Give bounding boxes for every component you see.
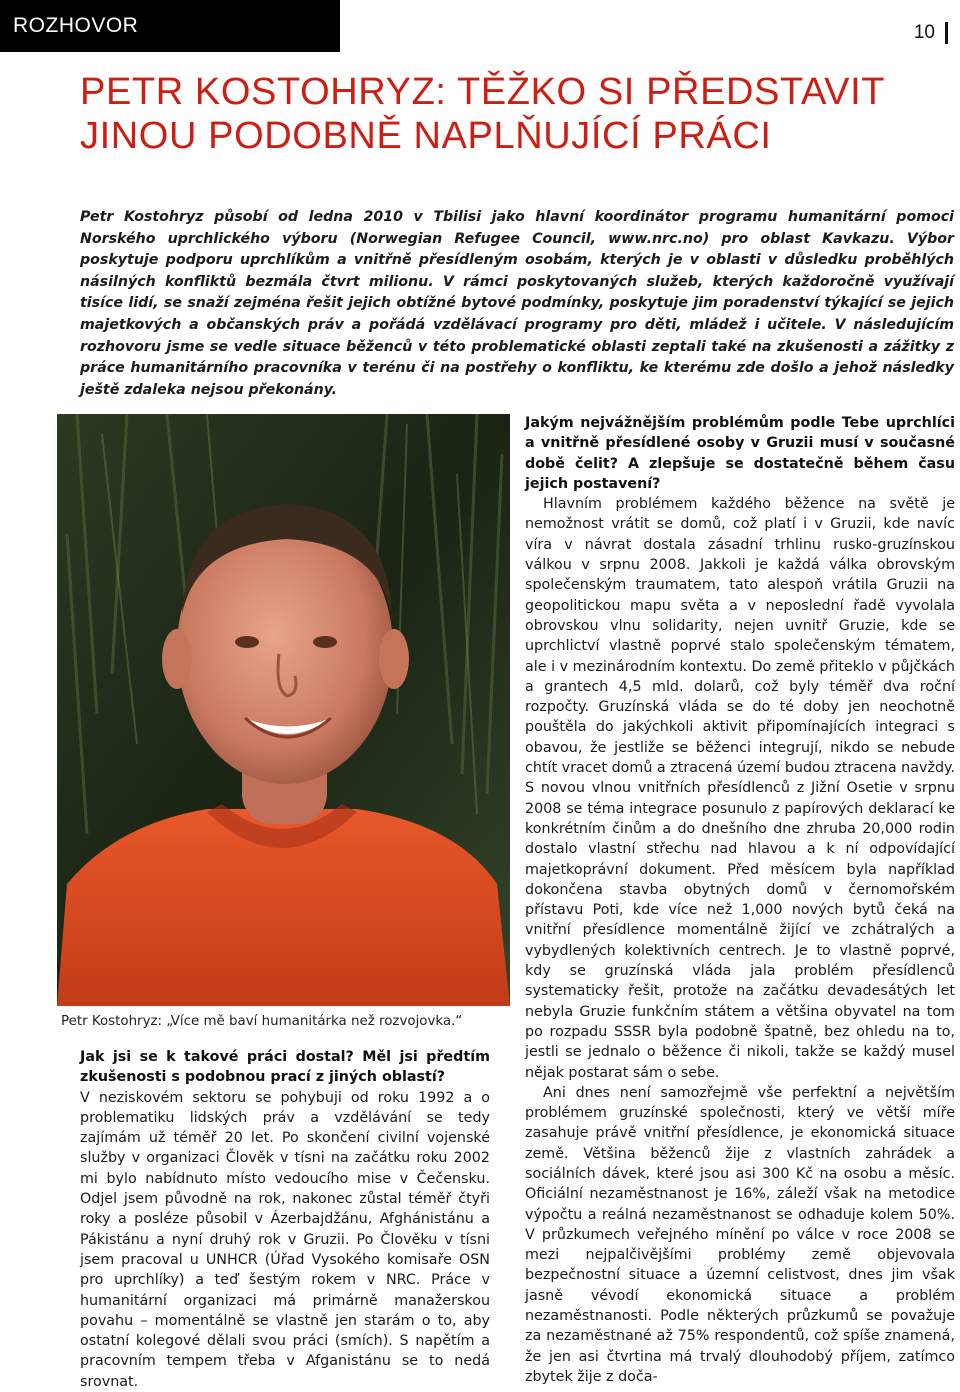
page-number [914,22,948,44]
answer-2-paragraph-1: Hlavním problémem každého běžence na světě je nemožnost vrátit se domů, což platí i v Gruzii, kde navíc víra v návrat dostala zásadní trhlinu rusko-gruzínskou válkou v srpnu 2008. Jakkoli je každá válka obrovským společenským traumatem, tato alespoň vrátila Gruzii na geopolitickou mapu světa a v neposlední řadě vyvolala obrovskou vlnu solidarity, nejen uvnitř Gruzie, kde se uprchlictví vlastně poprvé stalo společenským tématem, ale i v mezinárodním kontextu. Do země přiteklo v půjčkách a grantech 4,5 mld. dolarů, což byly téměř dva roční rozpočty. Gruzínská vláda se do té doby jen neochotně pouštěla do jakýchkoli aktivit připomínajících integraci s obavou, že jestliže se běženci integrují, nikdo se nebude chtít vracet domů a ztracená území budou ztracena navždy. S novou vlnou vnitřních přesídlenců z Jižní Osetie v srpnu 2008 se téma integrace posunulo z papírových deklarací ke konkrétním činům a do dnešního dne zhruba 20,000 rodin dostalo vlastní střechu nad hlavou a k ní odpovídající majetkoprávní dokument. Před měsícem byla například dokončena stavba obytných domů v černomořském přístavu Poti, kde více než 1,000 nových bytů čeká na vnitřní přesídlence momentálně žijící ve zchátralých a vybydlených kolektivních centrech. Je to vlastně poprvé, kdy se gruzínská vláda jala problém přesídlenců systematicky řešit, protože na začátku devadesátých let nebyla Gruzie funkčním státem a většina obyvatel na tom po rozpadu SSSR byla podobně špatně, bez ohledu na to, jestli se jednalo o běžence či nikoli, takže se každý musel nějak postarat sám o sebe. [525,496,955,1081]
left-column [80,1047,490,1392]
question-1: Jak jsi se k takové práci dostal? Měl jsi předtím zkušenosti s podobnou prací z jiných oblastí? [80,1049,490,1086]
answer-1: V neziskovém sektoru se pohybuji od roku 1992 a o problematiku lidských práv a vzdělávání se tedy zajímám už téměř 20 let. Po skončení civilní vojenské služby v organizaci Člověk v tísni na začátku roku 2002 mi bylo nabídnuto místo vedoucího mise v Čečensku. Odjel jsem původně na rok, nakonec zůstal téměř čtyři roky a posléze působil v Ázerbajdžánu, Afghánistánu a Pákistánu a nyní druhý rok v Gruzii. Po Člověku v tísni jsem pracoval u UNHCR (Úřad Vysokého komisaře OSN pro uprchlíky) a teď šestým rokem v NRC. Práce v humanitární organizaci má primárně manažerskou povahu – momentálně se vlastně jen starám o to, aby ostatní kolegové dělali svou práci (smích). S napětím a pracovním tempem třeba v Afganistánu se to nedá srovnat. [80,1089,490,1390]
page-number-text: 10 [913,22,935,43]
answer-2-paragraph-2: Ani dnes není samozřejmě vše perfektní a největším problémem gruzínské společnosti, který ve větší míře zasahuje právě vnitřní přesídlence, je ekonomická situace země. Většina běženců žije z vlastních zahrádek a sociálních dávek, které jsou asi 300 Kč na osobu a měsíc. Oficiální nezaměstnanost je 16%, záleží však na metodice výpočtu a reálná nezaměstnanost se odhaduje kolem 50%. V průzkumech veřejného mínění po válce v roce 2008 se mezi nejpalčivějšími problémy země objevovala bezpečnostní situace a územní celistvost, dnes jim však jasně vévodí ekonomická situace a problém nezaměstnanosti. Podle některých průzkumů se považuje za nezaměstnané až 75% respondentů, což spíše znamená, že jen asi čtvrtina má trvalý dlouhodobý příjem, zatímco zbytek žije z doča- [525,1084,955,1385]
article-lead: Petr Kostohryz působí od ledna 2010 v Tbilisi jako hlavní koordinátor programu humanitární pomoci Norského uprchlického výboru (Norwegian Refugee Council, www.nrc.no) pro oblast Kavkazu. Výbor poskytuje podporu uprchlíkům a vnitřně přesídleným osobám, kterých je v oblasti v důsledku proběhlých násilných konfliktů bezmála čtvrt milionu. V rámci poskytovaných služeb, kterých každoročně využívají tisíce lidí, se snaží zejména řešit jejich obtížné bytové podmínky, poskytuje jim poradenství týkající se jejich majetkových a občanských práv a pořádá vzdělávací programy pro děti, mládež i učitele. V následujícím rozhovoru jsme se vedle situace běženců v této problematické oblasti zeptali také na zkušenosti a zážitky z práce humanitárního pracovníka v terénu či na postřehy o konfliktu, ke kterému zde došlo a jehož následky ještě zdaleka nejsou překonány. [80,209,954,398]
photo-caption: Petr Kostohryz: „Více mě baví humanitárka než rozvojovka.“ [61,1014,463,1029]
page-number-bar [945,22,948,44]
question-2: Jakým nejvážnějším problémům podle Tebe uprchlíci a vnitřně přesídlené osoby v Gruzii musí v současné době čelit? A zlepšuje se dostatečně během času jejich postavení? [525,415,955,492]
right-column [525,413,955,1387]
article-title: PETR KOSTOHRYZ: TĚŽKO SI PŘEDSTAVIT JINOU PODOBNĚ NAPLŇUJÍCÍ PRÁCI [80,71,885,157]
section-label: ROZHOVOR [0,0,340,52]
portrait-photo [57,414,510,1006]
